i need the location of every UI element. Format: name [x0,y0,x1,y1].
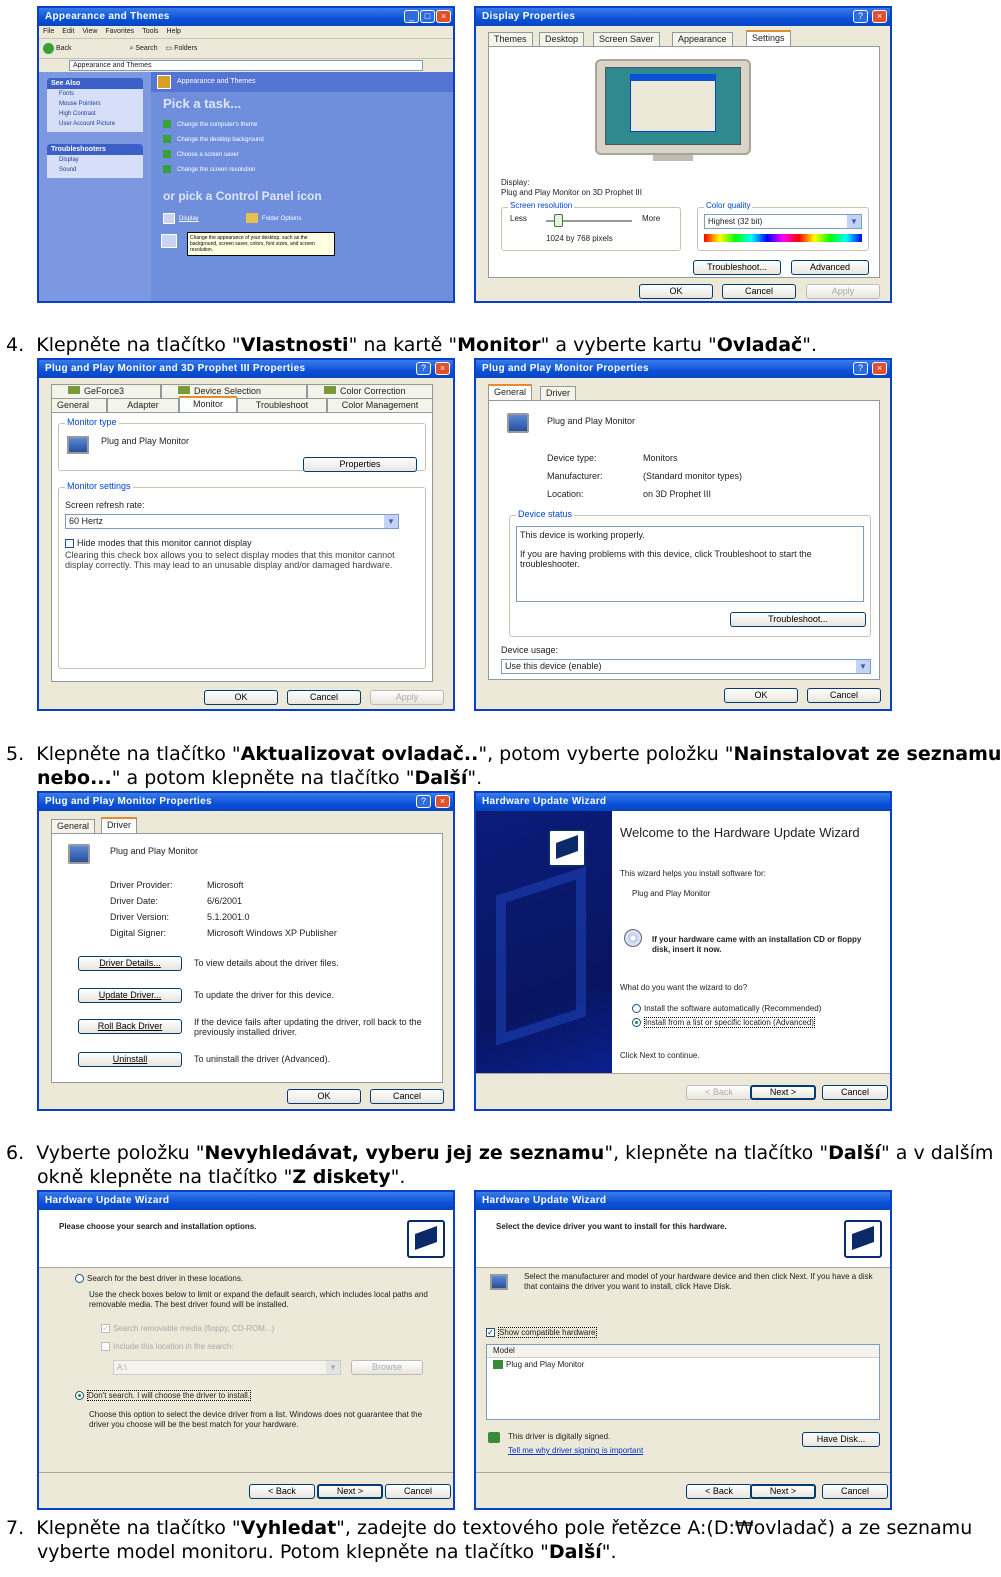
tab-device-selection[interactable]: Device Selection [161,384,307,398]
status-line: This device is working properly. [520,530,645,540]
menu-view[interactable]: View [82,28,98,35]
close-button[interactable]: × [872,10,887,23]
menu-tools[interactable]: Tools [142,28,159,35]
tooltip: Change the appearance of your desktop, such as the background, screen saver, colors, font sizes, and screen resolution. [187,232,335,256]
device-type-label: Device type: [547,453,597,463]
hardware-wizard-icon [844,1220,882,1258]
display-value: Plug and Play Monitor on 3D Prophet III [501,188,642,197]
tab-general[interactable]: General [51,398,107,412]
caption-step-5-line2: nebo..." a potom klepněte na tlačítko "Další". [37,767,483,789]
monitor-screen [605,67,741,145]
search-option-description: Use the check boxes below to limit or expand the default search, which includes local paths and removable media. The best driver found will be installed. [89,1290,428,1309]
folders-button[interactable]: Folders [174,45,198,52]
menu-file[interactable]: File [43,28,55,35]
title-bar[interactable] [39,360,453,378]
signed-icon [488,1432,500,1443]
nvidia-icon [178,386,190,394]
model-list [486,1344,880,1420]
display-large-icon [161,234,177,248]
address-bar [39,58,453,72]
resolution-slider-thumb[interactable] [554,214,563,227]
hardware-wizard-icon [407,1220,445,1258]
uninstall-button[interactable]: Uninstall [78,1052,182,1067]
option-automatic[interactable]: Install the software automatically (Recommended) [632,1004,821,1013]
window-title: Plug and Play Monitor and 3D Prophet III Properties [45,363,306,374]
device-usage-label: Device usage: [501,645,559,655]
cancel-button[interactable]: Cancel [370,1089,444,1104]
roll-back-description: If the device fails after updating the driver, roll back to the previously installed driver. [194,1017,422,1037]
browse-button[interactable]: Browse [351,1360,423,1375]
minimize-button[interactable]: _ [404,10,419,23]
search-option-radio[interactable]: Search for the best driver in these locations. [75,1274,243,1283]
driver-details-button[interactable]: Driver Details... [78,956,182,971]
tab-themes[interactable]: Themes [488,32,533,46]
step-number: 4. [6,334,25,356]
chevron-down-icon: ▼ [326,1361,340,1374]
window-title: Plug and Play Monitor Properties [45,796,212,807]
title-bar[interactable] [476,793,890,811]
folder-icon [246,213,258,223]
pick-icon-heading: or pick a Control Panel icon [163,189,322,203]
pnp-driver-window [37,791,455,1111]
prophet-properties-window [37,358,455,711]
title-bar[interactable] [476,1192,890,1210]
caption-step-7-line2: vyberte model monitoru. Potom klepněte na tlačítko "Další". [37,1541,617,1563]
window-title: Hardware Update Wizard [482,1195,607,1206]
refresh-rate-label: Screen refresh rate: [65,500,145,510]
menu-help[interactable]: Help [166,28,181,35]
tab-color-correction[interactable]: Color Correction [307,384,433,398]
window-title: Plug and Play Monitor Properties [482,363,649,374]
ok-button[interactable]: OK [204,690,278,705]
settings-panel [488,46,880,278]
caption-step-5: 5. Klepněte na tlačítko "Aktualizovat ovladač..", potom vyberte položku "Nainstalovat ze seznamu [6,743,1001,765]
checkbox-icon: ✓ [102,1324,109,1334]
task-pane [39,72,151,301]
radio-icon [75,1274,84,1283]
ok-button[interactable]: OK [724,688,798,703]
search-icon[interactable]: ⌕ [129,45,134,52]
driver-date-label: Driver Date: [110,896,159,906]
caption-step-7: 7. Klepněte na tlačítko "Vyhledat", zadejte do textového pole řetězce A:(D:₩ovladač) a ze seznamu [6,1517,973,1539]
driver-provider-label: Driver Provider: [110,880,173,890]
checkbox-icon [101,1342,110,1351]
wizard-question: What do you want the wizard to do? [620,983,748,992]
menu-bar [39,26,453,38]
back-icon[interactable] [43,43,54,54]
device-name: Plug and Play Monitor [110,846,199,856]
driver-panel [51,833,443,1083]
tab-driver[interactable]: Driver [540,386,576,400]
monitor-settings-group [58,481,426,669]
task-item[interactable]: Change the computer's theme [163,118,264,133]
cancel-button[interactable]: Cancel [722,284,796,299]
select-description: Select the manufacturer and model of your hardware device and then click Next. If you have a disk that contains the driver you want to install, click Have Disk. [524,1272,873,1291]
wizard-heading: Please choose your search and installation options. [59,1222,257,1231]
next-button[interactable]: Next > [317,1484,383,1499]
tab-geforce3[interactable]: GeForce3 [51,384,161,398]
hide-modes-description: Clearing this check box allows you to select display modes that this monitor cannot display correctly. This may lead to an unusable display and/or damaged hardware. [65,550,395,570]
category-pane [151,72,453,301]
manufacturer-value: (Standard monitor types) [643,471,743,481]
back-button[interactable]: Back [55,45,72,52]
close-button[interactable]: × [435,362,450,375]
window-title: Hardware Update Wizard [482,796,607,807]
monitor-type-group [58,417,426,471]
window-title: Appearance and Themes [45,11,170,22]
close-button[interactable]: × [435,795,450,808]
manufacturer-label: Manufacturer: [547,471,603,481]
troubleshooters-box [47,144,143,178]
tab-adapter[interactable]: Adapter [107,398,179,412]
monitor-icon [68,844,90,864]
device-status-box [516,526,864,602]
driver-version-value: 5.1.2001.0 [207,912,250,922]
wizard-side-graphic [476,811,612,1073]
back-button[interactable]: < Back [686,1484,752,1499]
monitor-icon [490,1274,508,1290]
wizard-select-window [474,1190,892,1510]
button-separator [39,1472,453,1473]
tab-monitor[interactable]: Monitor [179,396,237,412]
maximize-button[interactable]: □ [420,10,435,23]
roll-back-driver-button[interactable]: Roll Back Driver [78,1019,182,1034]
folders-icon[interactable]: ▭ [165,45,173,52]
caption-step-6: 6. Vyberte položku "Nevyhledávat, vyberu jej ze seznamu", klepněte na tlačítko "Další" a v dalším [6,1142,994,1164]
troubleshoot-button[interactable]: Troubleshoot... [730,612,866,627]
dont-search-description: Choose this option to select the device driver from a list. Windows does not guarantee that the driver you choose will be the best match for your hardware. [89,1410,423,1429]
task-list [163,118,264,178]
menu-favorites[interactable]: Favorites [105,28,135,35]
task-item[interactable]: Change the desktop background [163,133,264,148]
back-button[interactable]: < Back [249,1484,315,1499]
digital-signer-value: Microsoft Windows XP Publisher [207,928,337,938]
checkbox-icon: ✓ [487,1328,494,1338]
device-status-label: Device status [518,509,573,519]
driver-details-description: To view details about the driver files. [194,958,339,968]
see-also-item[interactable]: High Contrast [59,111,96,117]
resolution-group [501,201,681,251]
menu-edit[interactable]: Edit [62,28,75,35]
dont-search-radio[interactable]: Don't search. I will choose the driver to install. [75,1391,251,1400]
color-spectrum-bar [704,234,862,242]
tab-settings[interactable]: Settings [746,30,791,46]
tab-screen-saver[interactable]: Screen Saver [593,32,660,46]
step-number: 5. [6,743,25,765]
arrow-icon [163,135,171,143]
driver-version-label: Driver Version: [110,912,170,922]
radio-icon [632,1018,641,1027]
help-button[interactable]: ? [416,362,431,375]
task-item[interactable]: Choose a screen saver [163,148,264,163]
wizard-welcome-window [474,791,892,1111]
removable-media-checkbox[interactable]: ✓ Search removable media (floppy, CD-ROM...) [102,1324,275,1334]
see-also-box [47,78,143,132]
caption-step-6-line2: okně klepněte na tlačítko "Z diskety". [37,1166,406,1188]
display-icon [163,213,175,224]
caption-step-4: 4. Klepněte na tlačítko "Vlastnosti" na kartě "Monitor" a vyberte kartu "Ovladač". [6,334,818,356]
help-button[interactable]: ? [853,362,868,375]
see-also-heading: See Also [47,78,143,89]
cancel-button[interactable]: Cancel [287,690,361,705]
arrow-icon [163,165,171,173]
button-separator [476,1472,890,1473]
device-usage-select[interactable]: Use this device (enable) ▼ [501,659,871,674]
status-line: If you are having problems with this device, click Troubleshoot to start the troubleshooter. [520,549,812,569]
driver-provider-value: Microsoft [207,880,244,890]
nvidia-icon [324,386,336,394]
include-location-checkbox[interactable]: Include this location in the search: [101,1342,234,1351]
tab-desktop[interactable]: Desktop [539,32,584,46]
cancel-button[interactable]: Cancel [385,1484,451,1499]
next-button[interactable]: Next > [750,1484,816,1499]
wizard-heading-line: Welcome to the Hardware Update Wizard [620,825,860,840]
cp-icon-folder-options[interactable]: Folder Options [246,212,301,226]
tab-general[interactable]: General [51,819,95,833]
search-button[interactable]: Search [135,45,158,52]
wizard-search-window [37,1190,455,1510]
cp-icon-display[interactable]: Display [163,212,199,226]
hardware-wizard-icon [548,829,586,867]
resolution-value: 1024 by 768 pixels [546,234,613,243]
back-button[interactable]: < Back [686,1085,752,1100]
signed-driver-icon [493,1360,503,1369]
close-button[interactable]: × [872,362,887,375]
update-driver-button[interactable]: Update Driver... [78,988,182,1003]
title-bar[interactable] [476,8,890,26]
wizard-intro: This wizard helps you install software for: [620,869,766,878]
monitor-panel [51,412,433,682]
resolution-label: Screen resolution [510,201,573,210]
tab-appearance[interactable]: Appearance [672,32,733,46]
model-list-item[interactable]: Plug and Play Monitor [487,1358,879,1372]
tab-color-management[interactable]: Color Management [327,398,433,412]
wizard-heading: Select the device driver you want to install for this hardware. [496,1222,727,1231]
hide-modes-checkbox[interactable]: Hide modes that this monitor cannot display [65,538,252,548]
wizard-continue: Click Next to continue. [620,1051,700,1060]
preview-window [630,74,716,132]
cd-icon [624,929,642,947]
nvidia-icon [68,386,80,394]
chevron-down-icon: ▼ [847,215,861,228]
ok-button[interactable]: OK [639,284,713,299]
see-also-item[interactable]: Fonts [59,91,75,97]
location-value: on 3D Prophet III [643,489,712,499]
wizard-graphic-shape [496,866,586,1045]
window-title: Display Properties [482,11,576,22]
next-button[interactable]: Next > [750,1085,816,1100]
close-button[interactable]: × [436,10,451,23]
apply-button[interactable]: Apply [370,690,444,705]
title-bar[interactable] [39,793,453,811]
help-button[interactable]: ? [853,10,868,23]
pnp-general-window [474,358,892,711]
monitor-type-label: Monitor type [67,417,117,427]
wizard-header [39,1210,453,1268]
less-label: Less [510,214,527,223]
color-quality-label: Color quality [706,201,751,210]
tab-troubleshoot[interactable]: Troubleshoot [237,398,327,412]
monitor-icon [507,413,529,433]
window-title: Hardware Update Wizard [45,1195,170,1206]
update-driver-description: To update the driver for this device. [194,990,335,1000]
uninstall-description: To uninstall the driver (Advanced). [194,1054,331,1064]
title-bar[interactable] [476,360,890,378]
color-quality-group [697,201,869,251]
display-properties-window [474,6,892,303]
digital-signer-label: Digital Signer: [110,928,167,938]
monitor-stand [653,155,693,161]
toolbar [39,38,453,58]
cancel-button[interactable]: Cancel [822,1484,888,1499]
ok-button[interactable]: OK [287,1089,361,1104]
title-bar[interactable] [39,1192,453,1210]
general-panel [488,400,880,680]
model-column-header[interactable]: Model [487,1345,879,1358]
have-disk-button[interactable]: Have Disk... [802,1432,880,1447]
monitor-icon [67,436,89,454]
troubleshooter-item[interactable]: Sound [59,167,77,173]
show-compatible-checkbox[interactable]: ✓ Show compatible hardware [487,1328,596,1338]
troubleshooter-item[interactable]: Display [59,157,79,163]
driver-date-value: 6/6/2001 [207,896,243,906]
option-from-list[interactable]: Install from a list or specific location (Advanced) [632,1018,815,1027]
radio-icon [75,1391,84,1400]
properties-button[interactable]: Properties [303,457,417,472]
troubleshooters-heading: Troubleshooters [47,144,143,155]
location-path-select[interactable]: A:\ ▼ [113,1360,341,1375]
checkbox-icon [65,539,74,548]
refresh-rate-select[interactable]: 60 Hertz ▼ [65,514,399,529]
see-also-item[interactable]: User Account Picture [59,121,116,127]
arrow-icon [163,120,171,128]
device-name: Plug and Play Monitor [547,416,636,426]
apply-button[interactable]: Apply [806,284,880,299]
wizard-device: Plug and Play Monitor [632,889,711,898]
see-also-item[interactable]: Mouse Pointers [59,101,101,107]
wizard-header [476,1210,890,1268]
help-button[interactable]: ? [416,795,431,808]
tab-driver[interactable]: Driver [101,817,137,833]
step-number: 7. [6,1517,25,1539]
monitor-preview [595,59,751,155]
pick-task-heading: Pick a task... [163,96,242,111]
cancel-button[interactable]: Cancel [807,688,881,703]
chevron-down-icon: ▼ [856,660,870,673]
advanced-button[interactable]: Advanced [791,260,869,275]
appearance-themes-window [37,6,455,303]
chevron-down-icon: ▼ [384,515,398,528]
more-label: More [642,214,661,223]
title-bar[interactable] [39,8,453,26]
step-number: 6. [6,1142,25,1164]
cd-note: If your hardware came with an installation CD or floppy disk, insert it now. [652,935,862,954]
device-status-group [509,509,871,637]
category-header [151,72,453,92]
location-label: Location: [547,489,584,499]
arrow-icon [163,150,171,158]
cancel-button[interactable]: Cancel [822,1085,888,1100]
radio-icon [632,1004,641,1013]
appearance-icon [157,75,171,89]
task-item[interactable]: Change the screen resolution [163,163,264,178]
tab-general[interactable]: General [488,384,532,400]
address-input[interactable]: Appearance and Themes [69,60,423,71]
driver-signing-link[interactable]: Tell me why driver signing is important [508,1446,644,1455]
category-title: Appearance and Themes [177,78,256,85]
monitor-name: Plug and Play Monitor [101,436,190,446]
display-label: Display: [501,178,530,187]
color-quality-select[interactable]: Highest (32 bit) ▼ [704,214,862,229]
troubleshoot-button[interactable]: Troubleshoot... [693,260,781,275]
signed-text: This driver is digitally signed. [508,1432,611,1441]
monitor-settings-label: Monitor settings [67,481,131,491]
device-type-value: Monitors [643,453,678,463]
